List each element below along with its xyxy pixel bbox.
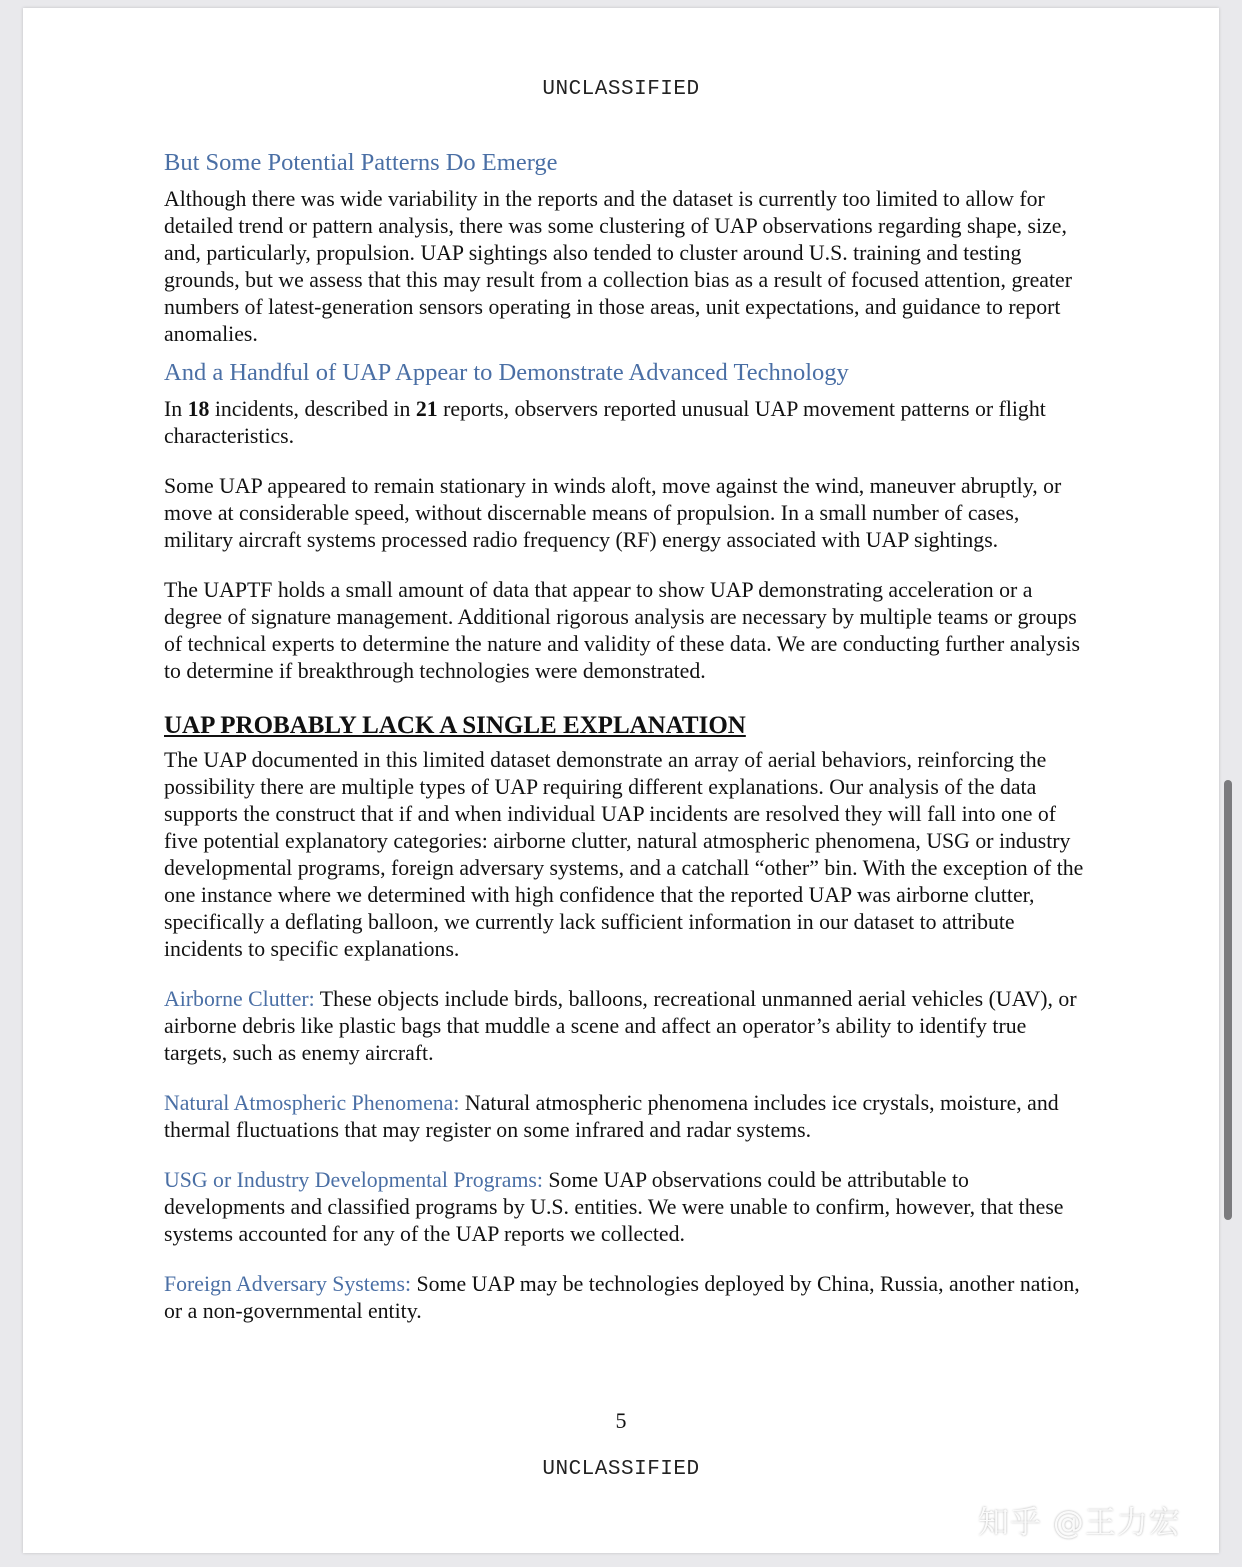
category-foreign-adversary bbox=[164, 1271, 1084, 1325]
header-classification: UNCLASSIFIED bbox=[542, 78, 700, 101]
explanation-heading: UAP PROBABLY LACK A SINGLE EXPLANATION bbox=[164, 712, 746, 739]
technology-paragraph-2: Some UAP appeared to remain stationary in winds aloft, move against the wind, maneuver abruptly, or move at considerable speed, without discernable means of propulsion. In a small number of cases, military aircraft systems processed radio frequency (RF) energy associated with UAP sightings. bbox=[164, 474, 1062, 552]
category-text: These objects include birds, balloons, recreational unmanned aerial vehicles (UAV), or airborne debris like plastic bags that muddle a scene and affect an operator’s ability to identify true targets, such as enemy aircraft. bbox=[164, 987, 1077, 1065]
incident-count: 18 bbox=[187, 397, 210, 421]
category-text: Natural atmospheric phenomena includes ice crystals, moisture, and thermal fluctuations that may register on some infrared and radar systems. bbox=[164, 1091, 1059, 1142]
technology-p1-text-c: reports, observers reported unusual UAP movement patterns or flight characteristics. bbox=[164, 397, 1046, 448]
technology-p1-text-a: In bbox=[164, 397, 188, 421]
category-label: Airborne Clutter: bbox=[164, 987, 315, 1011]
category-usg-programs bbox=[164, 1167, 1084, 1248]
category-label: USG or Industry Developmental Programs: bbox=[164, 1168, 543, 1192]
category-natural-phenomena bbox=[164, 1090, 1084, 1144]
technology-heading: And a Handful of UAP Appear to Demonstrate Advanced Technology bbox=[164, 359, 849, 386]
page-content bbox=[164, 148, 1084, 1325]
document-page bbox=[23, 8, 1219, 1553]
vertical-scrollbar[interactable] bbox=[1224, 780, 1232, 1220]
category-label: Foreign Adversary Systems: bbox=[164, 1272, 412, 1296]
report-count: 21 bbox=[415, 397, 438, 421]
technology-p1-text-b: incidents, described in bbox=[209, 397, 416, 421]
footer-classification: UNCLASSIFIED bbox=[542, 1458, 700, 1481]
page-number: 5 bbox=[615, 1408, 627, 1433]
category-text: Some UAP observations could be attributable to developments and classified programs by U.S. entities. We were unable to confirm, however, that these systems accounted for any of the UAP reports we collected. bbox=[164, 1168, 1064, 1246]
explanation-paragraph: The UAP documented in this limited dataset demonstrate an array of aerial behaviors, reinforcing the possibility there are multiple types of UAP requiring different explanations. Our analysis of the data supports the construct that if and when individual UAP incidents are resolved they will fall into one of five potential explanatory categories: airborne clutter, natural atmospheric phenomena, USG or industry developmental programs, foreign adversary systems, and a catchall “other” bin. With the exception of the one instance where we determined with high confidence that the reported UAP was airborne clutter, specifically a deflating balloon, we currently lack sufficient information in our dataset to attribute incidents to specific explanations. bbox=[164, 748, 1084, 961]
category-label: Natural Atmospheric Phenomena: bbox=[164, 1091, 460, 1115]
technology-paragraph-1 bbox=[164, 396, 1084, 450]
category-text: Some UAP may be technologies deployed by China, Russia, another nation, or a non-governmental entity. bbox=[164, 1272, 1080, 1323]
patterns-paragraph: Although there was wide variability in the reports and the dataset is currently too limited to allow for detailed trend or pattern analysis, there was some clustering of UAP observations regarding shape, size, and, particularly, propulsion. UAP sightings also tended to cluster around U.S. training and testing grounds, but we assess that this may result from a collection bias as a result of focused attention, greater numbers of latest-generation sensors operating in those areas, unit expectations, and guidance to report anomalies. bbox=[164, 187, 1072, 346]
patterns-heading: But Some Potential Patterns Do Emerge bbox=[164, 149, 558, 176]
technology-paragraph-3: The UAPTF holds a small amount of data that appear to show UAP demonstrating acceleration or a degree of signature management. Additional rigorous analysis are necessary by multiple teams or groups of technical experts to determine the nature and validity of these data. We are conducting further analysis to determine if breakthrough technologies were demonstrated. bbox=[164, 578, 1080, 683]
watermark: 知乎 @王力宏 bbox=[978, 1505, 1181, 1541]
category-airborne-clutter bbox=[164, 986, 1084, 1067]
